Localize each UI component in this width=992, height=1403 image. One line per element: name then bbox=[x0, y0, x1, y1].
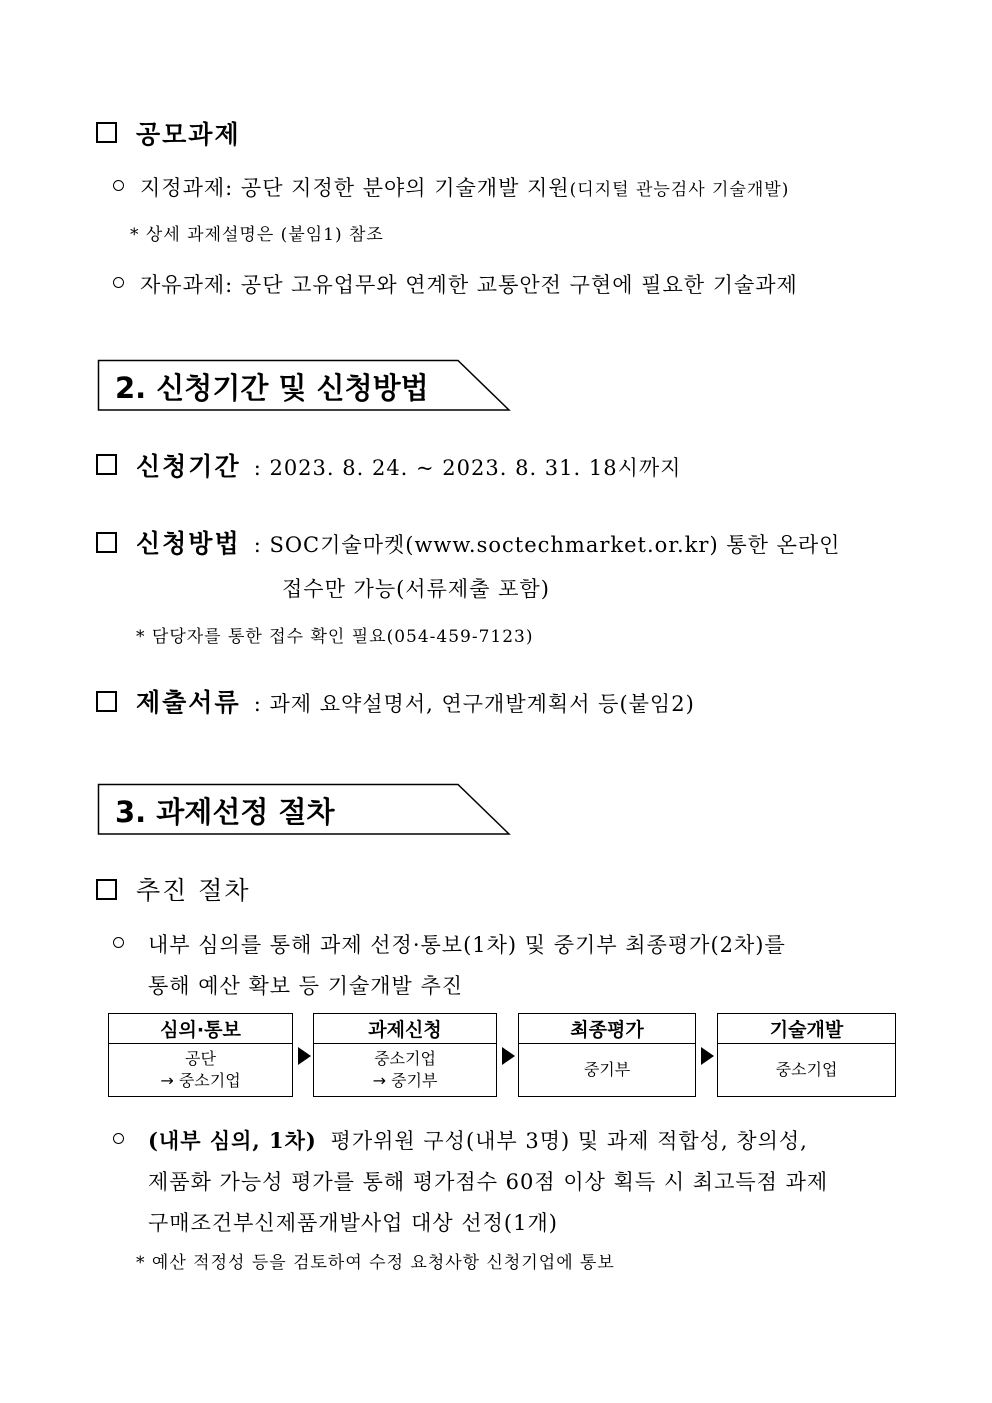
flow-step-line: 중소기업 bbox=[775, 1060, 838, 1079]
bullet-circle-icon bbox=[113, 937, 124, 948]
item-text: 공단 지정한 분야의 기술개발 지원 bbox=[240, 176, 570, 200]
item-text: 공단 고유업무와 연계한 교통안전 구현에 필요한 기술과제 bbox=[240, 273, 798, 297]
section-title: 2. 신청기간 및 신청방법 bbox=[115, 371, 429, 405]
note-text: * 상세 과제설명은 (붙임1) 참조 bbox=[130, 225, 384, 245]
note-text: * 예산 적정성 등을 검토하여 수정 요청사항 신청기업에 통보 bbox=[136, 1253, 615, 1273]
bullet-circle-icon bbox=[113, 277, 124, 288]
docs-value: : 과제 요약설명서, 연구개발계획서 등(붙임2) bbox=[253, 692, 695, 716]
period-heading: 신청기간 bbox=[136, 452, 241, 481]
arrow-right-icon bbox=[502, 1047, 515, 1065]
item-bold-label: (내부 심의, 1차) bbox=[148, 1128, 317, 1153]
flow-step-review bbox=[108, 1013, 293, 1097]
flow-step-title: 과제신청 bbox=[314, 1014, 496, 1044]
flow-step-title: 최종평가 bbox=[519, 1014, 695, 1044]
checkbox-square-icon bbox=[96, 122, 117, 143]
list-item-cont: 통해 예산 확보 등 기술개발 추진 bbox=[148, 974, 464, 998]
flow-step-line: 공단 bbox=[185, 1049, 216, 1068]
flow-step-line: → 중기부 bbox=[372, 1071, 438, 1090]
method-value-cont: 접수만 가능(서류제출 포함) bbox=[282, 577, 550, 601]
flow-step-development bbox=[717, 1013, 896, 1097]
flow-step-line: 중소기업 bbox=[374, 1049, 436, 1068]
item-text: 평가위원 구성(내부 3명) 및 과제 적합성, 창의성, bbox=[330, 1129, 808, 1153]
docs-row bbox=[136, 683, 695, 719]
checkbox-square-icon bbox=[96, 454, 117, 475]
section-heading: 공모과제 bbox=[136, 120, 241, 149]
flow-step-title: 기술개발 bbox=[718, 1014, 895, 1044]
flow-step-final-eval bbox=[518, 1013, 696, 1097]
period-row bbox=[136, 447, 681, 483]
arrow-right-icon bbox=[701, 1047, 714, 1065]
checkbox-square-icon bbox=[96, 879, 117, 900]
bullet-circle-icon bbox=[113, 1133, 124, 1144]
flow-step-title: 심의·통보 bbox=[109, 1014, 292, 1044]
item-label: 자유과제: bbox=[140, 273, 234, 297]
flow-step-line: 중기부 bbox=[583, 1060, 631, 1079]
method-value: : SOC기술마켓(www.soctechmarket.or.kr) 통한 온라인 bbox=[253, 533, 841, 557]
section-title: 3. 과제선정 절차 bbox=[115, 795, 335, 829]
docs-heading: 제출서류 bbox=[136, 688, 241, 717]
flow-step-apply bbox=[313, 1013, 497, 1097]
item-paren: (디지털 관능검사 기술개발) bbox=[569, 180, 790, 200]
checkbox-square-icon bbox=[96, 532, 117, 553]
flow-step-line: → 중소기업 bbox=[160, 1071, 241, 1090]
list-item-cont: 구매조건부신제품개발사업 대상 선정(1개) bbox=[148, 1211, 558, 1235]
list-item-cont: 제품화 가능성 평가를 통해 평가점수 60점 이상 획득 시 최고득점 과제 bbox=[148, 1170, 829, 1194]
section-heading: 추진 절차 bbox=[136, 876, 251, 905]
method-row bbox=[136, 524, 840, 560]
list-item: 내부 심의를 통해 과제 선정·통보(1차) 및 중기부 최종평가(2차)를 bbox=[148, 933, 786, 957]
item-label: 지정과제: bbox=[140, 176, 234, 200]
method-heading: 신청방법 bbox=[136, 529, 241, 558]
note-text: * 담당자를 통한 접수 확인 필요(054-459-7123) bbox=[136, 627, 534, 647]
list-item bbox=[148, 1125, 808, 1155]
list-item bbox=[140, 269, 798, 299]
checkbox-square-icon bbox=[96, 691, 117, 712]
bullet-circle-icon bbox=[113, 180, 124, 191]
list-item bbox=[140, 172, 789, 202]
period-value: : 2023. 8. 24. ~ 2023. 8. 31. 18시까지 bbox=[253, 456, 682, 480]
arrow-right-icon bbox=[298, 1047, 311, 1065]
